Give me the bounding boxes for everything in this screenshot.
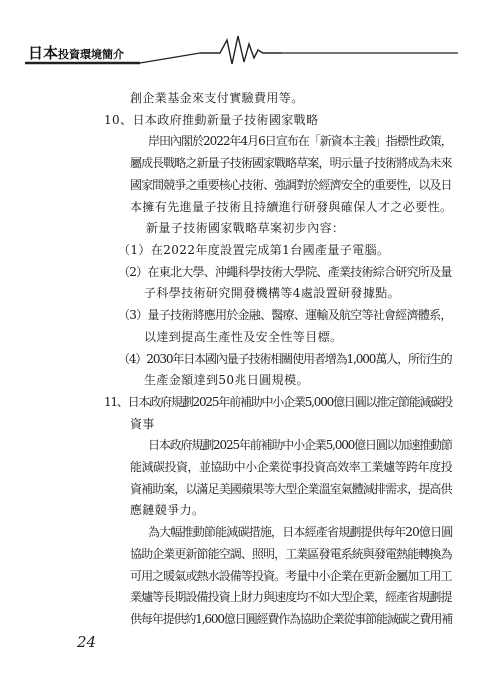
text-line: 為大幅推動節能減碳措施，日本經產省規劃提供每年20億日圓 bbox=[148, 525, 453, 539]
text-line: 岸田內閣於2022年4月6日宣布在「新資本主義」指標性政策， bbox=[148, 134, 452, 148]
text-line: 能減碳投資，並協助中小企業從事投資高效率工業爐等跨年度投 bbox=[130, 460, 453, 474]
text-line: 日本政府規劃2025年前補助中小企業5,000億日圓以加速推動節 bbox=[148, 438, 452, 452]
text-line: 供每年提供約1,600億日圓經費作為協助企業從事節能減碳之費用補 bbox=[130, 612, 453, 626]
text-line: 可用之暖氣或熱水設備等投資。考量中小企業在更新金屬加工用工 bbox=[130, 569, 452, 583]
section-heading: 11、日本政府規劃2025年前補助中小企業5,000億日圓以推定節能減碳投 bbox=[104, 395, 452, 409]
section-heading-continuation: 資事 bbox=[130, 417, 155, 431]
section-heading: 10、日本政府推動新量子技術國家戰略 bbox=[104, 113, 319, 127]
list-item: （4）2030年日本國內量子技術相關使用者增為1,000萬人，所衍生的 bbox=[118, 352, 452, 366]
text-line: 協助企業更新節能空調、照明，工業區發電系統與發電熱能轉換為 bbox=[130, 547, 452, 561]
text-line: 新量子技術國家戰略草案初步內容： bbox=[146, 221, 345, 235]
page-number: 24 bbox=[77, 633, 97, 651]
list-item-continuation: 子科學技術研究開發機構等4處設置研發據點。 bbox=[144, 286, 401, 300]
list-item-continuation: 以達到提高生產性及安全性等目標。 bbox=[144, 330, 343, 344]
list-item: （1）在2022年度設置完成第1台國產量子電腦。 bbox=[118, 243, 390, 257]
text-line: 國家間競爭之重要核心技術、強調對於經濟安全的重要性，以及日 bbox=[130, 178, 452, 192]
list-item: （2）在東北大學、沖繩科學技術大學院、產業技術綜合研究所及量 bbox=[118, 265, 452, 279]
text-line: 創企業基金來支付實驗費用等。 bbox=[130, 91, 304, 105]
text-line: 應鏈競爭力。 bbox=[130, 503, 205, 517]
list-item: （3）量子技術將應用於金融、醫療、運輸及航空等社會經濟體系， bbox=[118, 308, 452, 322]
text-line: 資補助案，以滿足美國蘋果等大型企業溫室氣體減排需求，提高供 bbox=[130, 482, 452, 496]
text-line: 本擁有先進量子技術且持續進行研發與確保人才之必要性。 bbox=[130, 200, 453, 214]
header-title-sub: 投資環境簡介 bbox=[58, 48, 125, 61]
list-item-continuation: 生產金額達到50兆日圓規模。 bbox=[144, 373, 309, 387]
header-title-main: 日本 bbox=[28, 44, 59, 62]
text-line: 業爐等長期設備投資上財力與速度均不如大型企業，經產省規劃提 bbox=[130, 590, 452, 604]
text-line: 屬成長戰略之新量子技術國家戰略草案，明示量子技術將成為未來 bbox=[130, 156, 452, 170]
